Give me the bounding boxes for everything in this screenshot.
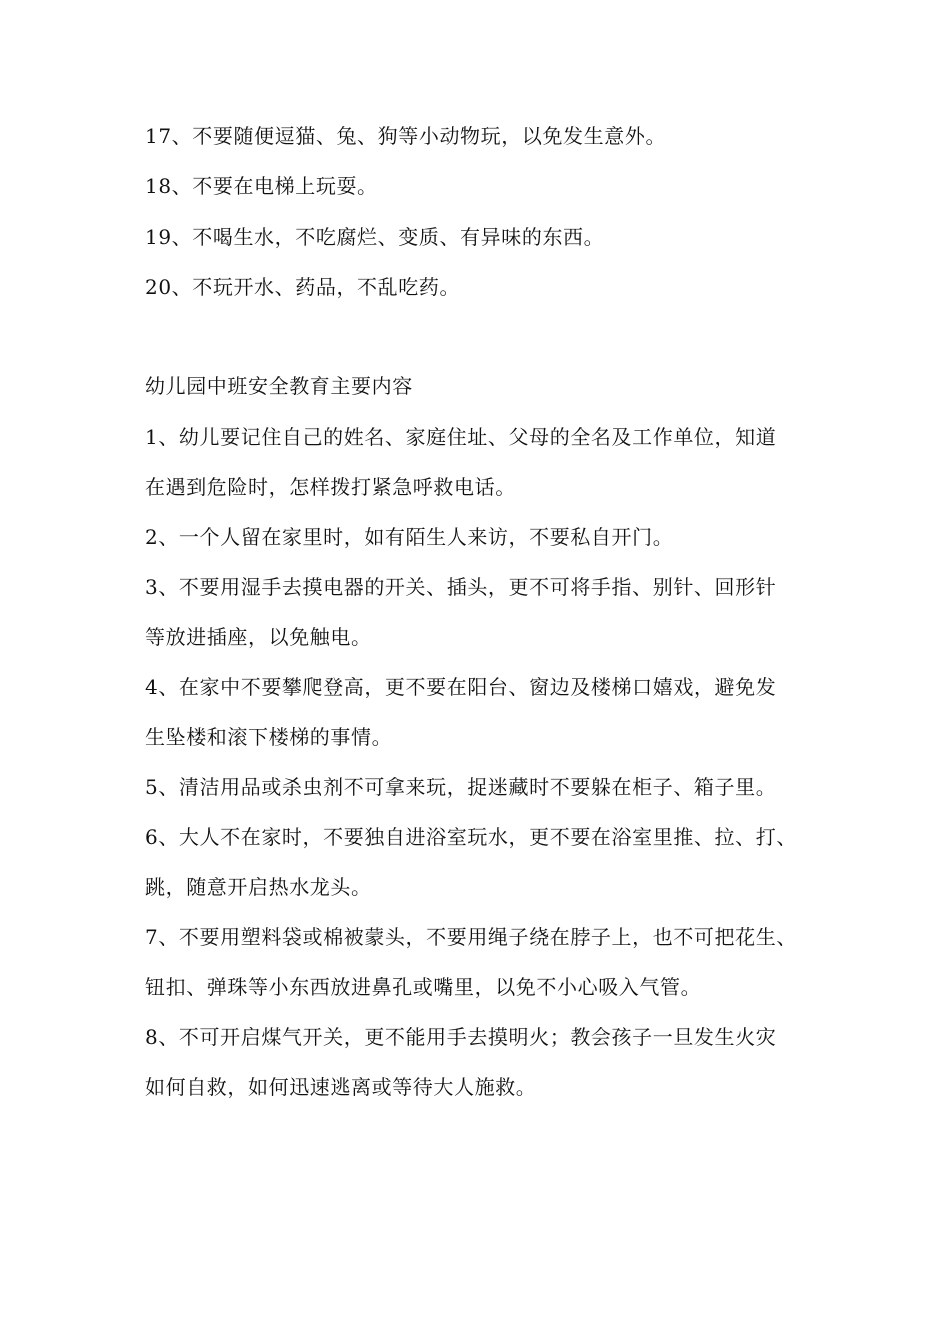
section-title: 幼儿园中班安全教育主要内容 bbox=[145, 374, 413, 398]
text-line: 生坠楼和滚下楼梯的事情。 bbox=[145, 725, 393, 749]
list-item: 20、不玩开水、药品，不乱吃药。 bbox=[145, 275, 461, 299]
text-line: 等放进插座，以免触电。 bbox=[145, 625, 372, 649]
list-item: 19、不喝生水，不吃腐烂、变质、有异味的东西。 bbox=[145, 225, 605, 249]
text-line: 4、在家中不要攀爬登高，更不要在阳台、窗边及楼梯口嬉戏，避免发 bbox=[145, 675, 777, 699]
text-line: 在遇到危险时，怎样拨打紧急呼救电话。 bbox=[145, 475, 516, 499]
list-item: 18、不要在电梯上玩耍。 bbox=[145, 174, 378, 198]
text-line: 钮扣、弹珠等小东西放进鼻孔或嘴里，以免不小心吸入气管。 bbox=[145, 975, 702, 999]
text-line: 2、一个人留在家里时，如有陌生人来访，不要私自开门。 bbox=[145, 525, 674, 549]
text-line: 1、幼儿要记住自己的姓名、家庭住址、父母的全名及工作单位，知道 bbox=[145, 425, 777, 449]
list-item: 17、不要随便逗猫、兔、狗等小动物玩，以免发生意外。 bbox=[145, 124, 667, 148]
text-line: 跳，随意开启热水龙头。 bbox=[145, 875, 372, 899]
text-line: 3、不要用湿手去摸电器的开关、插头，更不可将手指、别针、回形针 bbox=[145, 575, 777, 599]
text-line: 6、大人不在家时，不要独自进浴室玩水，更不要在浴室里推、拉、打、 bbox=[145, 825, 797, 849]
text-line: 如何自救，如何迅速逃离或等待大人施救。 bbox=[145, 1075, 537, 1099]
text-line: 7、不要用塑料袋或棉被蒙头，不要用绳子绕在脖子上，也不可把花生、 bbox=[145, 925, 797, 949]
text-line: 5、清洁用品或杀虫剂不可拿来玩，捉迷藏时不要躲在柜子、箱子里。 bbox=[145, 775, 777, 799]
text-line: 8、不可开启煤气开关，更不能用手去摸明火；教会孩子一旦发生火灾 bbox=[145, 1025, 777, 1049]
